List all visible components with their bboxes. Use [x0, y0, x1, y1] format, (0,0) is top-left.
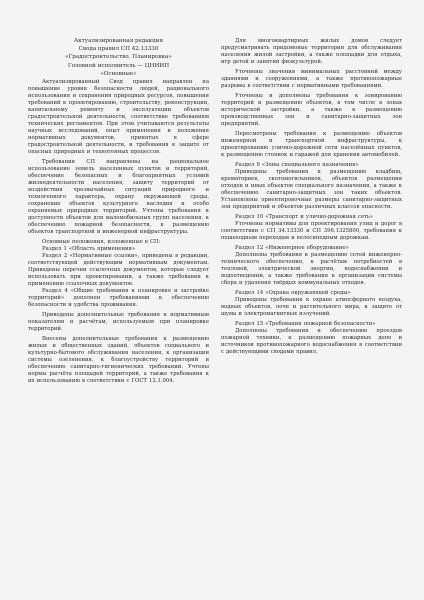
right-paragraph-11: Раздел 14 «Охрана окружающей среды» — [235, 290, 351, 296]
header-line-4: Головной исполнитель — ЦНИИП — [67, 62, 170, 69]
header-line-5: «Основные» — [100, 70, 137, 77]
left-paragraph-3: Основные положения, изложенные в СП: — [42, 239, 161, 246]
header-line-3: «Градостроительство. Планировка» — [65, 54, 172, 61]
right-paragraph-9: Раздел 12 «Инженерное оборудование» — [235, 245, 349, 251]
right-column — [221, 38, 402, 580]
right-paragraph-8: Уточнены нормативы для проектирования улиц и дорог в соответствии с СП 34.13330 и СП 396.1325800, требования к пешеходным переходам и велосипедным дорожкам. — [221, 221, 402, 241]
left-paragraph-8: Внесены дополнительные требования к размещению жилых и общественных зданий, объектов социального и культурно-бытового обслуживания населения, к организации системы озеленения, к благоустройству территорий и обеспечению санитарно-гигиенических требований. Учтены нормы расчёта площадей территорий, а также требования к их использованию в соответствии с ГОСТ 12.1.004. — [28, 336, 209, 385]
header-line-2: Свода правил СП 42.13330 — [78, 46, 159, 53]
right-paragraph-2: Уточнены значения минимальных расстояний между зданиями и сооружениями, а также противопожарные разрывы в соответствии с нормативными требованиями. — [221, 69, 402, 89]
right-paragraph-5: Раздел 9 «Зоны специального назначения» — [235, 162, 359, 168]
left-paragraph-7: Приведены дополнительные требования к нормативным показателям и расчётам, используемым при планировке территорий. — [28, 312, 209, 333]
header-line-1: Актуализированная редакция — [73, 38, 164, 44]
left-paragraph-2: Требования СП направлены на рациональное использование земель населенных пунктов и территорий, обеспечение безопасных и благоприятных условий жизнедеятельности населения, защиту территорий от воздействия чрезвычайных ситуаций природного и техногенного характера, охрану окружающей среды, сохранение объектов культурного наследия и особо охраняемых природных территорий. Учтены требования к доступности объектов для маломобильных групп населения, к обеспечению пожарной безопасности, к размещению объектов транспортной и инженерной инфраструктуры. — [28, 159, 209, 236]
left-paragraph-4: Раздел 1 «Область применения» — [42, 246, 136, 253]
right-paragraph-6: Приведены требования к размещению кладбищ, крематориев, скотомогильников, объектов размещения отходов и иных объектов специального назначения, а также к обеспечению санитарно-защитных зон таких объектов. Установлены ориентировочные размеры санитарно-защитных зон предприятий и объектов различных классов опасности. — [221, 169, 402, 210]
two-column-layout — [22, 38, 402, 580]
right-paragraph-4: Пересмотрены требования к размещению объектов инженерной и транспортной инфраструктуры, к проектированию улично-дорожной сети населённых пунктов, к размещению стоянок и гаражей для хранения автомобилей. — [221, 131, 402, 158]
right-paragraph-1: Для многоквартирных жилых домов следует предусматривать придомовые территории для обслуживания населения жилой застройки, а также площадки для отдыха, игр детей и занятий физкультурой. — [221, 38, 402, 65]
right-paragraph-10: Дополнены требования к размещению сетей инженерно-технического обеспечения, к расчётам потребностей в тепловой, электрической энергии, водоснабжении и водоотведении, а также требования к организации системы сбора и удаления твёрдых коммунальных отходов. — [221, 252, 402, 286]
right-paragraph-12: Приведены требования к охране атмосферного воздуха, водных объектов, почв и растительного мира, к защите от шума и электромагнитных излучений. — [221, 297, 402, 317]
left-column — [22, 38, 209, 580]
right-paragraph-3: Уточнены и дополнены требования к зонированию территорий и размещению объектов, в том числе в зонах исторической застройки, а также к размещению производственных зон и санитарно-защитных зон предприятий. — [221, 93, 402, 127]
left-paragraph-1: Актуализированный Свод правил направлен на повышение уровня безопасности людей, рационального использования и сохранения природных ресурсов, повышения требований к проектированию, строительству, реконструкции, капитальному ремонту и эксплуатации объектов градостроительной деятельности, соответствие требованиям технических регламентов. При этом учитываются результаты научных исследований, опыт применения и положения нормативных документов, принятых в сфере градостроительной деятельности, и требования к защите от опасных природных и техногенных процессов. — [28, 79, 209, 156]
left-paragraph-5: Раздел 2 «Нормативные ссылки», приведены в редакции, соответствующей действующим нормативным документам. Приведены перечни ссылочных документов, которые следует использовать при проектировании, а также требования к применению ссылочных документов. — [28, 253, 209, 288]
right-paragraph-14: Дополнены требования к обеспечению проездов пожарной техники, к размещению пожарных депо и источников противопожарного водоснабжения в соответствии с действующими сводами правил. — [221, 328, 402, 355]
right-paragraph-13: Раздел 15 «Требования пожарной безопасности» — [235, 321, 376, 327]
left-paragraph-6: Раздел 4 «Общие требования к планировке и застройке территорий» дополнен требованиями к обеспечению безопасности и удобства проживания. — [28, 288, 209, 309]
right-paragraph-7: Раздел 10 «Транспорт и улично-дорожная сеть» — [235, 214, 374, 220]
